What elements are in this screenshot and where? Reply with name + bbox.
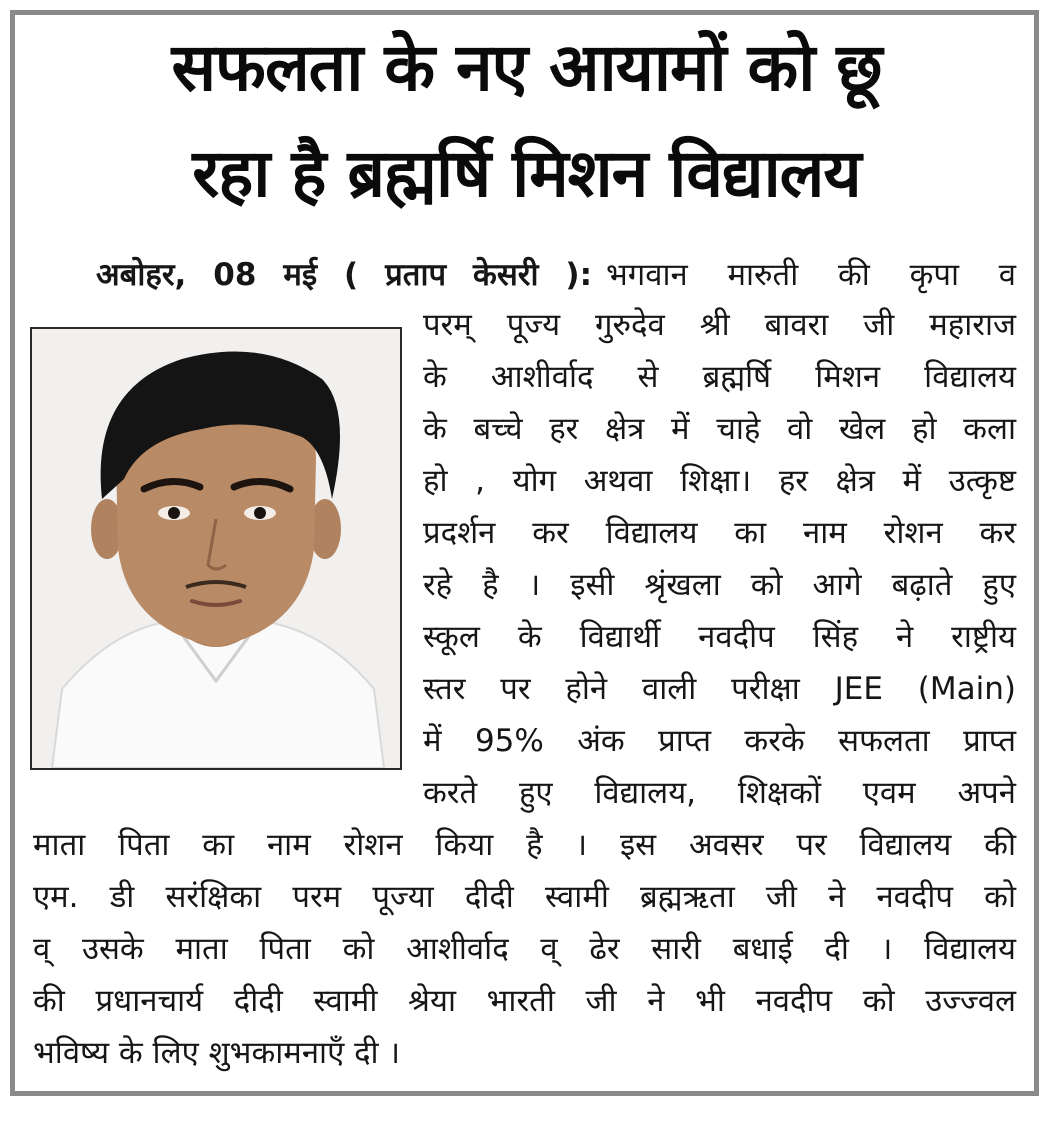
article-line-11: करते हुए विद्यालय, शिक्षकों एवम अपने: [423, 775, 1016, 811]
article-line-9: स्तर पर होने वाली परीक्षा JEE (Main): [423, 671, 1016, 707]
article-line-8: स्कूल के विद्यार्थी नवदीप सिंह ने राष्ट्रीय: [423, 619, 1016, 655]
article-line-3: के आशीर्वाद से ब्रह्मर्षि मिशन विद्यालय: [423, 359, 1016, 395]
article-line-15: की प्रधानचार्य दीदी स्वामी श्रेया भारती जी ने भी नवदीप को उज्ज्वल: [33, 983, 1016, 1019]
article-line-5: हो , योग अथवा शिक्षा। हर क्षेत्र में उत्कृष्ट: [423, 463, 1016, 499]
article-line-14: व् उसके माता पिता को आशीर्वाद व् ढेर सारी बधाई दी । विद्यालय: [33, 931, 1017, 967]
article-line-12: माता पिता का नाम रोशन किया है । इस अवसर पर विद्यालय की: [33, 827, 1016, 863]
article-line-1: भगवान मारुती की कृपा व: [606, 257, 1016, 293]
article-line-2: परम् पूज्य गुरुदेव श्री बावरा जी महाराज: [423, 307, 1016, 343]
headline-line-1: सफलता के नए आयामों को छू: [171, 29, 882, 106]
portrait-illustration: [32, 329, 400, 768]
article-line-10: में 95% अंक प्राप्त करके सफलता प्राप्त: [423, 723, 1016, 759]
article-line-7: रहे है । इसी श्रृंखला को आगे बढ़ाते हुए: [423, 567, 1016, 603]
article-line-4: के बच्चे हर क्षेत्र में चाहे वो खेल हो कला: [423, 411, 1016, 447]
article-line-13: एम. डी सरंक्षिका परम पूज्या दीदी स्वामी ब्रह्मऋता जी ने नवदीप को: [33, 879, 1016, 915]
student-portrait-photo: [30, 327, 402, 770]
article-dateline: अबोहर, 08 मई ( प्रताप केसरी ):: [96, 257, 592, 293]
headline-line-2: रहा है ब्रह्मर्षि मिशन विद्यालय: [192, 135, 861, 212]
article-line-16: भविष्य के लिए शुभकामनाएँ दी ।: [33, 1035, 401, 1071]
article-line-6: प्रदर्शन कर विद्यालय का नाम रोशन कर: [423, 515, 1016, 551]
